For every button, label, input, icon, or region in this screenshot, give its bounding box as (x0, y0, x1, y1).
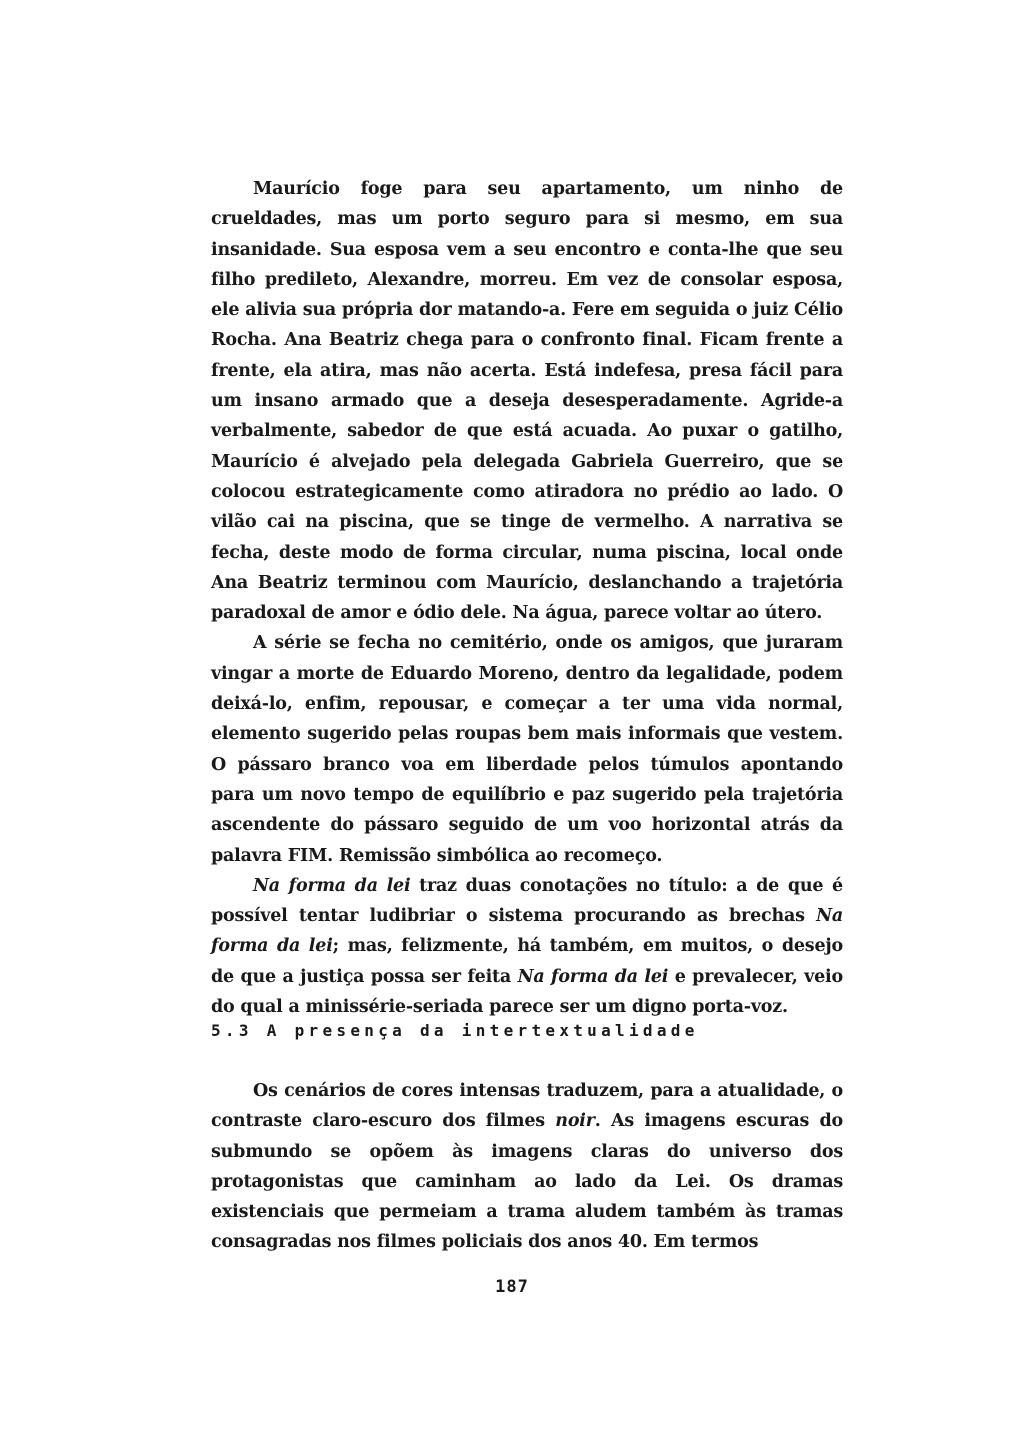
italic-title-run: Na forma da lei (211, 906, 843, 957)
body-text-block (211, 1076, 843, 1258)
text-run: . As imagens escuras do submundo se opõem às imagens claras do universo dos protagonistas que caminham ao lado da Lei. Os dramas existenciais que permeiam a trama aludem também às tramas consagradas nos filmes policiais dos anos 40. Em termos (211, 1111, 843, 1253)
paragraph-intertextuality (211, 1076, 843, 1258)
italic-title-run: Na forma da lei (517, 966, 669, 987)
paragraph-cemetery (211, 628, 843, 870)
text-run: Os cenários de cores intensas traduzem, para a atualidade, o contraste claro-escuro dos filmes (211, 1081, 843, 1132)
section-heading: 5.3 A presença da intertextualidade (211, 1021, 699, 1040)
text-run: Maurício foge para seu apartamento, um ninho de crueldades, mas um porto seguro para si mesmo, em sua insanidade. Sua esposa vem a seu encontro e conta-lhe que seu filho predileto, Alexandre, morreu. Em vez de consolar esposa, ele alivia sua própria dor matando-a. Fere em seguida o juiz Célio Rocha. Ana Beatriz chega para o confronto final. Ficam frente a frente, ela atira, mas não acerta. Está indefesa, presa fácil para um insano armado que a deseja desesperadamente. Agride-a verbalmente, sabedor de que está acuada. Ao puxar o gatilho, Maurício é alvejado pela delegada Gabriela Guerreiro, que se colocou estrategicamente como atiradora no prédio ao lado. O vilão cai na piscina, que se tinge de vermelho. A narrativa se fecha, deste modo de forma circular, numa piscina, local onde Ana Beatriz terminou com Maurício, deslanchando a trajetória paradoxal de amor e ódio dele. Na água, parece voltar ao útero. (211, 179, 843, 624)
paragraph-title-meaning (211, 871, 843, 1022)
text-run: A série se fecha no cemitério, onde os amigos, que juraram vingar a morte de Eduardo Moreno, dentro da legalidade, podem deixá-lo, enfim, repousar, e começar a ter uma vida normal, elemento sugerido pelas roupas bem mais informais que vestem. O pássaro branco voa em liberdade pelos túmulos apontando para um novo tempo de equilíbrio e paz sugerido pela trajetória ascendente do pássaro seguido de um voo horizontal atrás da palavra FIM. Remissão simbólica ao recomeço. (211, 633, 843, 866)
text-run: e prevalecer, veio do qual a minissérie-seriada parece ser um digno porta-voz. (211, 966, 843, 1018)
page-number: 187 (495, 1277, 529, 1297)
text-run: ; mas, felizmente, há também, em muitos, o desejo de que a justiça possa ser feita (211, 936, 843, 987)
italic-term-run: noir (555, 1111, 595, 1132)
body-text-block (211, 174, 843, 1022)
paragraph-escape (211, 174, 843, 628)
italic-title-run: Na forma da lei (253, 875, 411, 896)
text-run: traz duas conotações no título: a de que é possível tentar ludibriar o sistema procurando as brechas (211, 875, 843, 927)
